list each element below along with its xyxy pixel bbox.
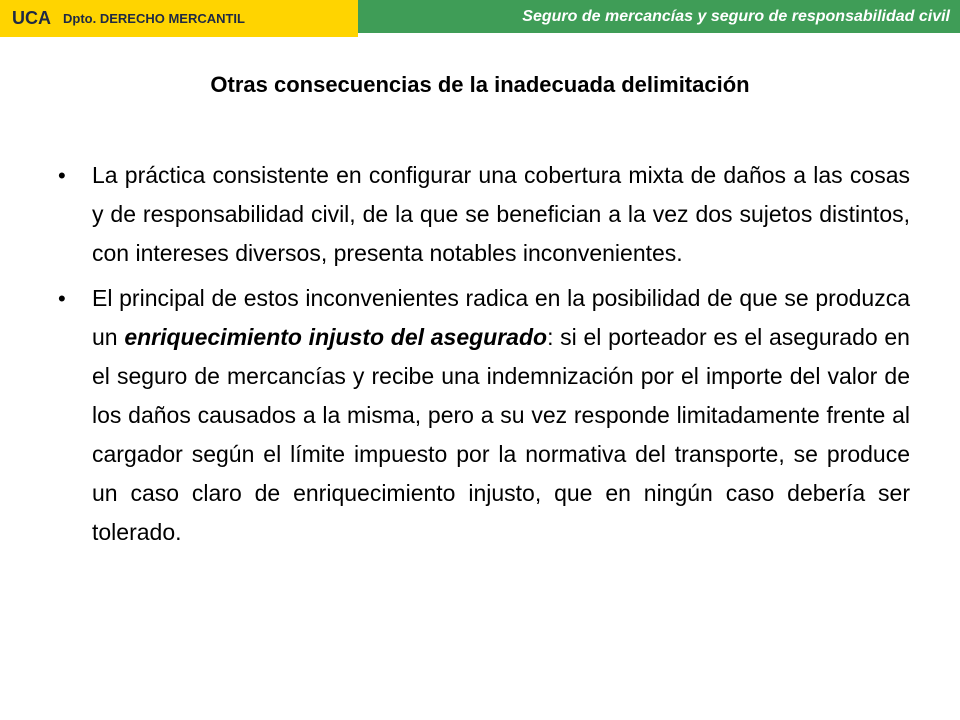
header-right-band [358,0,960,33]
bullet-list [58,156,910,558]
bullet-emphasis: enriquecimiento injusto del asegurado [124,324,548,350]
bullet-item [58,156,910,273]
bullet-text: La práctica consistente en configurar una cobertura mixta de daños a las cosas y de responsabilidad civil, de la que se benefician a la vez dos sujetos distintos, con intereses diversos, presenta notables inconvenientes. [92,162,910,266]
header-subject: Seguro de mercancías y seguro de responsabilidad civil [522,7,950,25]
bullet-text-before: El principal de estos inconvenientes radica en la posibilidad de que se produzca un [92,285,910,350]
slide-title: Otras consecuencias de la inadecuada delimitación [210,72,750,97]
bullet-item [58,279,910,552]
header-department: Dpto. DERECHO MERCANTIL [63,11,245,26]
bullet-icon: • [58,286,66,311]
bullet-icon: • [58,163,66,188]
header-left-band [0,0,358,37]
header-org: UCA [12,8,51,28]
bullet-text-after: : si el porteador es el asegurado en el seguro de mercancías y recibe una indemnización por el importe del valor de los daños causados a la misma, pero a su vez responde limitadamente frente al cargador según el límite impuesto por la normativa del transporte, se produce un caso claro de enriquecimiento injusto, que en ningún caso debería ser tolerado. [92,324,910,545]
